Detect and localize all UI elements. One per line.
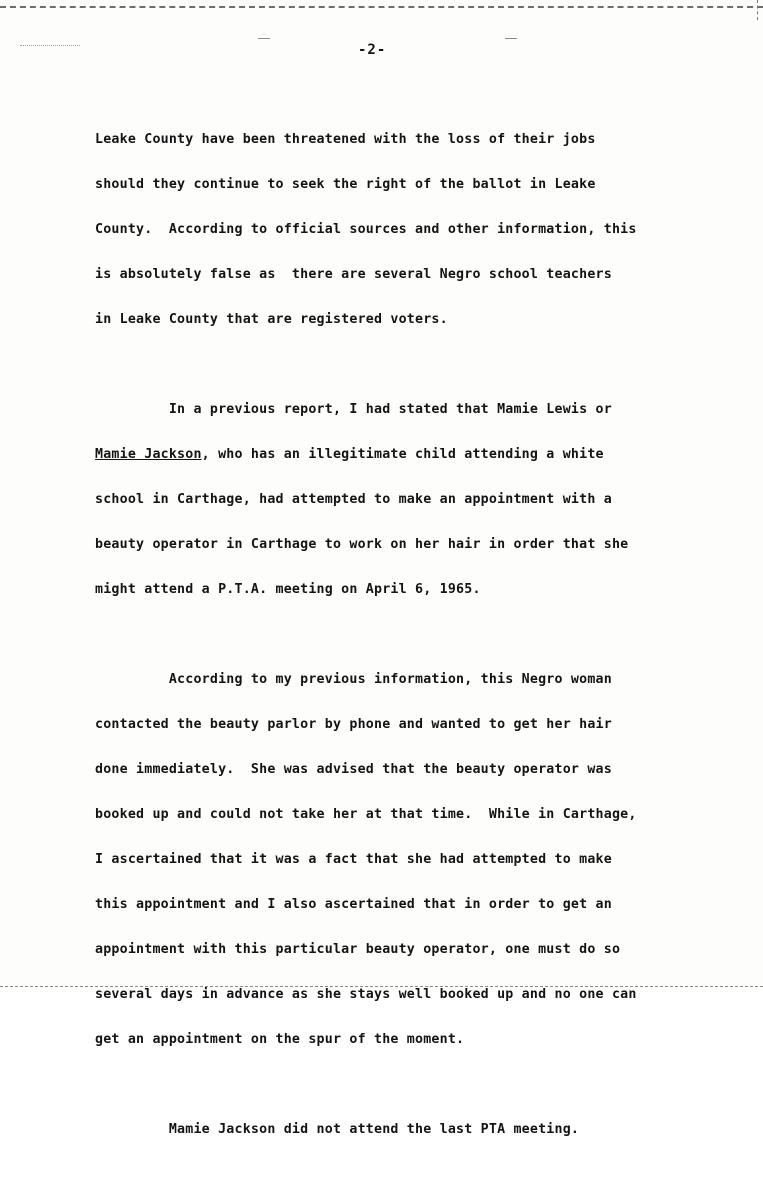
- text-line: done immediately. She was advised that the beauty operator was: [95, 762, 612, 777]
- paragraph-1: [95, 102, 735, 357]
- top-scan-edge: [0, 6, 763, 8]
- text-line: this appointment and I also ascertained that in order to get an: [95, 897, 612, 912]
- text-fragment: , who has an illegitimate child attending a white: [201, 447, 604, 462]
- text-line: in Leake County that are registered voters.: [95, 312, 448, 327]
- text-line: is absolutely false as there are several Negro school teachers: [95, 267, 612, 282]
- text-line: Mamie Jackson did not attend the last PTA meeting.: [95, 1122, 580, 1137]
- text-line: get an appointment on the spur of the moment.: [95, 1032, 465, 1047]
- text-line: should they continue to seek the right of the ballot in Leake: [95, 177, 596, 192]
- text-line: might attend a P.T.A. meeting on April 6, 1965.: [95, 582, 481, 597]
- scan-mark: [505, 38, 517, 39]
- scan-mark: [258, 38, 270, 39]
- text-line: contacted the beauty parlor by phone and wanted to get her hair: [95, 717, 612, 732]
- text-line: several days in advance as she stays well booked up and no one can: [95, 987, 637, 1002]
- page-number: -2-: [358, 42, 387, 58]
- text-line: I ascertained that it was a fact that she had attempted to make: [95, 852, 612, 867]
- text-line: appointment with this particular beauty operator, one must do so: [95, 942, 621, 957]
- text-line: [95, 447, 735, 462]
- text-line: school in Carthage, had attempted to make an appointment with a: [95, 492, 612, 507]
- paragraph-4: [95, 1092, 735, 1167]
- paragraph-2: [95, 372, 735, 627]
- text-line: County. According to official sources and other information, this: [95, 222, 637, 237]
- right-scan-edge: [757, 0, 758, 20]
- underlined-name: Mamie Jackson: [95, 447, 202, 462]
- memo-body: [95, 102, 735, 1182]
- text-line: According to my previous information, this Negro woman: [95, 672, 612, 687]
- text-line: beauty operator in Carthage to work on her hair in order that she: [95, 537, 629, 552]
- text-line: booked up and could not take her at that time. While in Carthage,: [95, 807, 637, 822]
- scan-speckle: [20, 45, 80, 49]
- text-line: Leake County have been threatened with the loss of their jobs: [95, 132, 596, 147]
- text-line: In a previous report, I had stated that Mamie Lewis or: [95, 402, 612, 417]
- paragraph-3: [95, 642, 735, 1077]
